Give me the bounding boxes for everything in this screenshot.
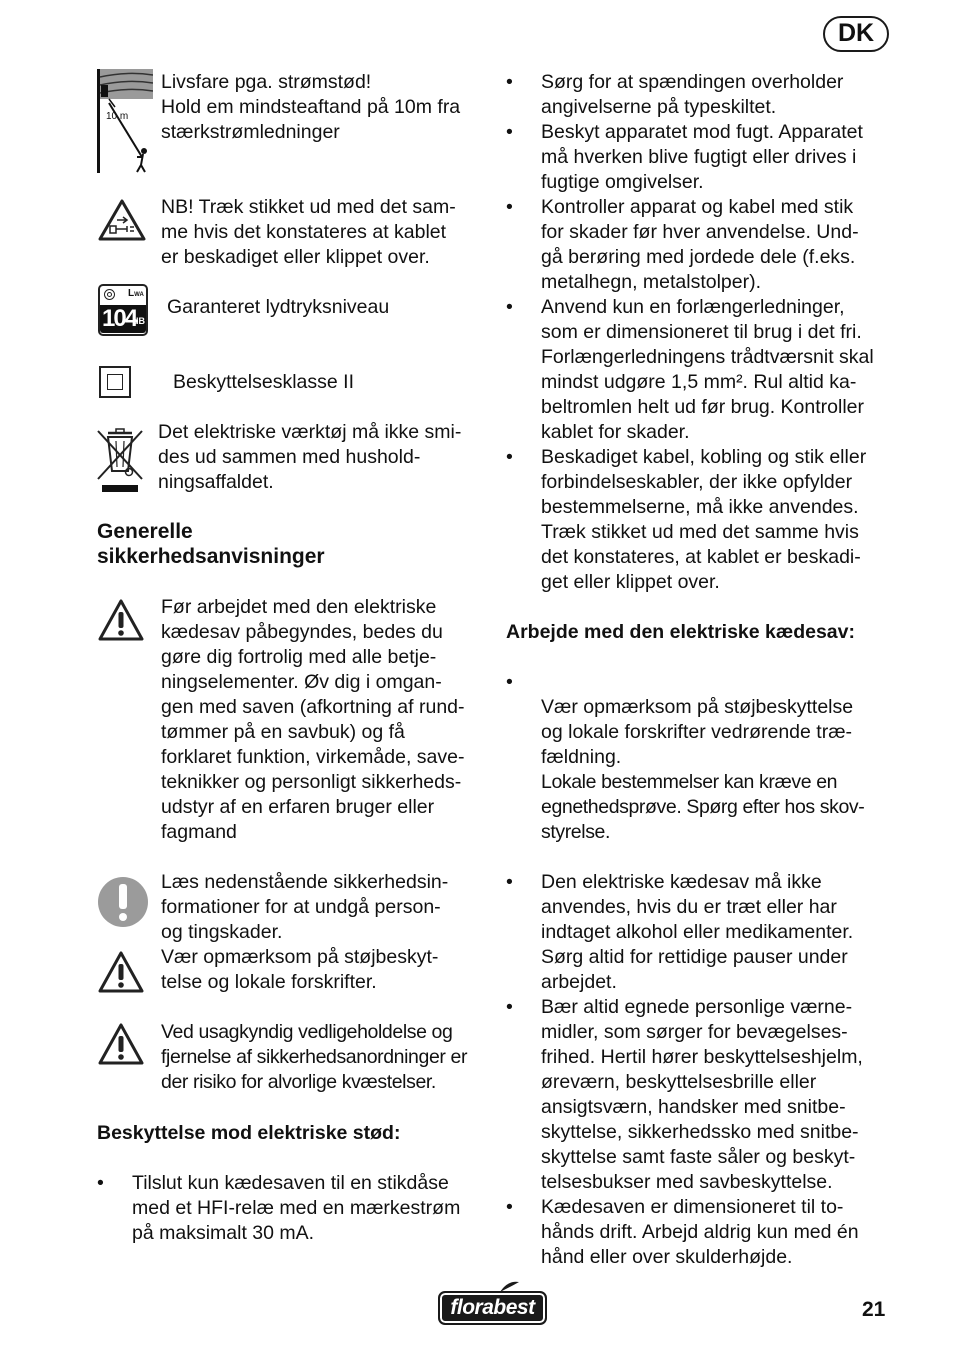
list-item: • Den elektriske kædesav må ikke anvendes, hvis du er træt eller har indtaget alkohol eller medikamenter. Sørg altid for rettidige pauser under arbejdet. [506, 870, 896, 995]
leaf-icon [498, 1280, 520, 1294]
florabest-logo [438, 1291, 547, 1325]
read-instructions-text: Læs nedenstående sikkerhedsin- formationer for at undgå person- og tingskader. [161, 871, 449, 943]
warning-triangle-icon [97, 598, 145, 642]
maintenance-warning-text: Ved usagkyndig vedligeholdelse og fjernelse af sikkerhedsanordninger er der risiko for alvorlige kvæstelser. [161, 1021, 468, 1093]
sound-level-icon [98, 284, 148, 336]
protection-class-text: Beskyttelsesklasse II [173, 371, 354, 393]
general-safety-heading: Generelle sikkerhedsanvisninger [97, 520, 325, 568]
list-item: • Kontroller apparat og kabel med stik for skader før hver anvendelse. Und- gå berøring med jordede dele (f.eks. metalhegn, metalstolper). [506, 195, 896, 295]
chainsaw-work-list [506, 670, 896, 1270]
power-line-warning-text: Livsfare pga. strømstød! Hold em mindsteaftand på 10m fra stærkstrømledninger [161, 71, 461, 143]
sound-level-text: Garanteret lydtryksniveau [167, 296, 390, 318]
lwa-sub: WA [134, 292, 144, 298]
sound-value: 104 [102, 305, 137, 332]
unplug-warning-text: NB! Træk stikket ud med det sam- me hvis det konstateres at kablet er beskadiget eller klippet over. [161, 196, 456, 268]
electrical-safety-list [506, 70, 896, 595]
warning-triangle-icon [97, 1022, 145, 1066]
list-item: • Kædesaven er dimensioneret til to- hånds drift. Arbejd aldrig kun med én hånd eller over skulderhøjde. [506, 1195, 896, 1270]
list-item: • Vær opmærksom på støjbeskyttelse og lokale forskrifter vedrørende træ- fældning. Lokale bestemmelser kan kræve en egnethedsprøve. Spørg efter hos skov- styrelse. [506, 670, 896, 870]
sound-unit: dB [133, 316, 145, 326]
list-item: • Bær altid egnede personlige værne- midler, som sørger for bevægelses- frihed. Hertil hører beskyttelseshjelm, øreværn, beskyttelsesbrille eller ansigtsværn, handsker med snitbe- skyttelse, sikkerhedssko med snitbe- skyttelse samt faste såler og beskyt- telsesbukser med savbeskyttelse. [506, 995, 896, 1195]
unplug-warning-icon [97, 198, 147, 242]
electric-shock-heading: Beskyttelse mod elektriske stød: [97, 1122, 401, 1144]
electric-shock-list [97, 1171, 487, 1246]
list-item: • Beskyt apparatet mod fugt. Apparatet må hverken blive fugtigt eller drives i fugtige omgivelser. [506, 120, 896, 195]
chainsaw-work-heading: Arbejde med den elektriske kædesav: [506, 621, 855, 643]
list-item: • Tilslut kun kædesaven til en stikdåse med et HFI-relæ med en mærkestrøm på maksimalt 30 mA. [97, 1171, 487, 1246]
lwa-label: L [128, 288, 135, 299]
protection-class-ii-icon [99, 366, 131, 398]
noise-protection-text: Vær opmærksom på støjbeskyt- telse og lokale forskrifter. [161, 946, 439, 993]
local-rules-note: Lokale bestemmelser kan kræve en egnethedsprøve. Spørg efter hos skov- styrelse. [541, 771, 865, 843]
weee-text: Det elektriske værktøj må ikke smi- des ud sammen med hushold- ningsaffaldet. [158, 421, 462, 493]
list-item: • Sørg for at spændingen overholder angivelserne på typeskiltet. [506, 70, 896, 120]
weee-bin-icon [96, 427, 144, 493]
distance-label: 10 m [106, 111, 129, 122]
list-item: • Beskadiget kabel, kobling og stik eller forbindelseskabler, der ikke opfylder bestemmelserne, må ikke anvendes. Træk stikket ud med det samme hvis det konstateres, at kablet er beskadi- get eller klippet over. [506, 445, 896, 595]
warning-familiarize-text: Før arbejdet med den elektriske kædesav påbegyndes, bedes du gøre dig fortrolig med alle betje- ningselementer. Øv dig i omgan- gen med saven (afkortning af rund- tømmer på en savbuk) og få forklaret funktion, virkemåde, save- teknikker og personligt sikkerheds- udstyr af en erfaren bruger eller fagmand [161, 596, 465, 843]
page-number: 21 [862, 1298, 886, 1321]
power-line-danger-icon [97, 69, 153, 175]
exclamation-circle-icon [97, 876, 149, 928]
warning-triangle-icon [97, 950, 145, 994]
language-badge: DK [823, 16, 889, 52]
brand-name: florabest [450, 1296, 535, 1319]
list-item: • Anvend kun en forlængerledninger, som er dimensioneret til brug i det fri. Forlængerledningens trådtværsnit skal mindst udgøre 1,5 mm². Rul altid ka- beltromlen helt ud før brug. Kontroller kablet for skader. [506, 295, 896, 445]
